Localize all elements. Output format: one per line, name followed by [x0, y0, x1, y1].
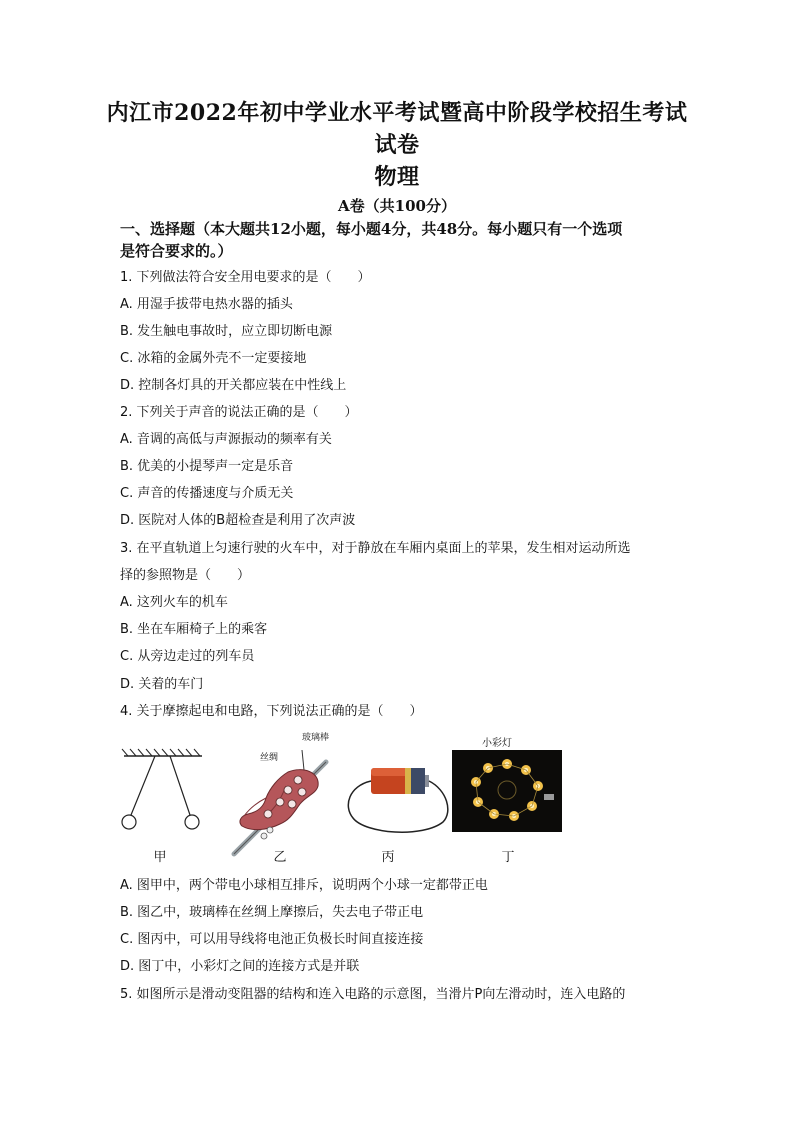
- figure-label-bing: 丙: [381, 850, 395, 865]
- question-2-stem: 2. 下列关于声音的说法正确的是（ ）: [120, 405, 358, 420]
- figure-label-ding: 丁: [501, 850, 515, 865]
- section-heading-line2: 是符合要求的。）: [120, 242, 233, 260]
- battery-short-circuit-diagram: [343, 746, 455, 856]
- question-4-figure: [118, 728, 578, 868]
- glass-rod-label: 玻璃棒: [302, 733, 330, 743]
- question-3-option-d: D. 关着的车门: [120, 677, 204, 692]
- figure-label-jia: 甲: [153, 850, 167, 865]
- question-1-option-d: D. 控制各灯具的开关都应装在中性线上: [120, 378, 347, 393]
- question-2-option-b: B. 优美的小提琴声一定是乐音: [120, 459, 294, 474]
- question-3-option-a: A. 这列火车的机车: [120, 595, 228, 610]
- figure-label-yi: 乙: [273, 850, 287, 865]
- repelling-balls-diagram: [118, 746, 208, 856]
- question-2-option-d: D. 医院对人体的B超检查是利用了次声波: [120, 513, 356, 528]
- question-1-option-b: B. 发生触电事故时，应立即切断电源: [120, 324, 333, 339]
- question-4-option-c: C. 图丙中，可以用导线将电池正负极长时间直接连接: [120, 932, 424, 947]
- paper-part-heading: A卷（共100分）: [338, 197, 456, 215]
- question-4-option-a: A. 图甲中，两个带电小球相互排斥，说明两个小球一定都带正电: [120, 878, 488, 893]
- question-3-stem-continued: 择的参照物是（ ）: [120, 568, 251, 583]
- question-2-option-c: C. 声音的传播速度与介质无关: [120, 486, 294, 501]
- string-lights-label: 小彩灯: [482, 738, 512, 749]
- string-lights-photo: [452, 750, 562, 832]
- silk-label: 丝绸: [260, 753, 279, 763]
- question-4-option-d: D. 图丁中，小彩灯之间的连接方式是并联: [120, 959, 360, 974]
- subject-title: 物理: [374, 164, 420, 190]
- question-5-stem: 5. 如图所示是滑动变阻器的结构和连入电路的示意图，当滑片P向左滑动时，连入电路的: [120, 987, 626, 1002]
- question-3-option-b: B. 坐在车厢椅子上的乘客: [120, 622, 268, 637]
- question-1-stem: 1. 下列做法符合安全用电要求的是（ ）: [120, 270, 371, 285]
- exam-title: 内江市2022年初中学业水平考试暨高中阶段学校招生考试: [106, 100, 688, 126]
- section-heading: [120, 218, 680, 262]
- exam-title-continued: 试卷: [374, 132, 420, 158]
- section-heading-line1: 一、选择题（本大题共12小题，每小题4分，共48分。每小题只有一个选项: [120, 220, 623, 238]
- question-1-option-c: C. 冰箱的金属外壳不一定要接地: [120, 351, 307, 366]
- question-3-stem: 3. 在平直轨道上匀速行驶的火车中，对于静放在车厢内桌面上的苹果，发生相对运动所选: [120, 541, 631, 556]
- question-1-option-a: A. 用湿手拔带电热水器的插头: [120, 297, 293, 312]
- question-4-option-b: B. 图乙中，玻璃棒在丝绸上摩擦后，失去电子带正电: [120, 905, 424, 920]
- glass-rod-silk-diagram: [228, 742, 338, 860]
- question-2-option-a: A. 音调的高低与声源振动的频率有关: [120, 432, 332, 447]
- question-3-option-c: C. 从旁边走过的列车员: [120, 649, 255, 664]
- question-4-stem: 4. 关于摩擦起电和电路，下列说法正确的是（ ）: [120, 704, 423, 719]
